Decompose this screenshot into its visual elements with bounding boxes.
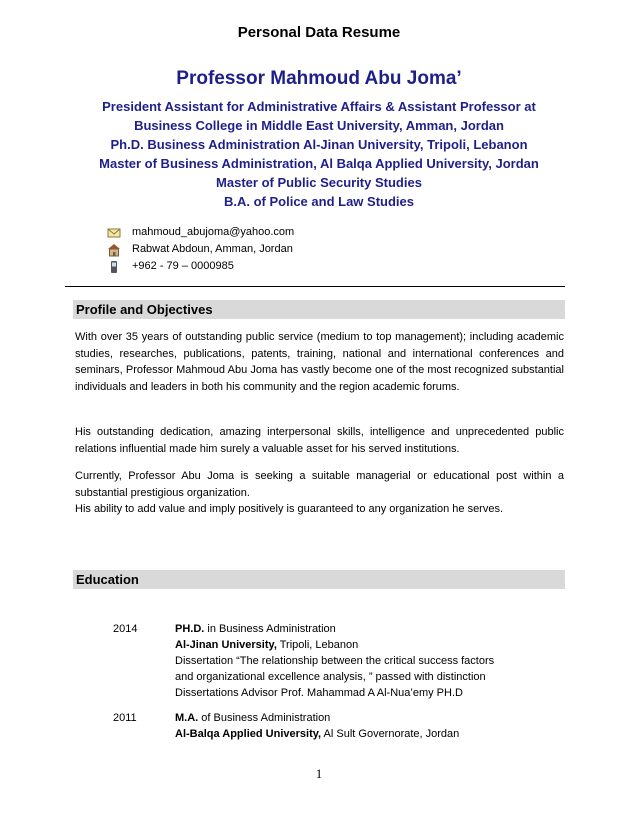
education-details — [175, 710, 535, 742]
qualification-line: Master of Public Security Studies — [216, 175, 422, 190]
home-icon — [106, 242, 122, 258]
qualifications-block — [40, 97, 598, 211]
section-heading-profile: Profile and Objectives — [73, 300, 565, 319]
qualification-line: Ph.D. Business Administration Al-Jinan University, Tripoli, Lebanon — [110, 137, 528, 152]
contact-block — [106, 224, 294, 275]
advisor-line: Dissertations Advisor Prof. Mahammad A Al-Nua’emy PH.D — [175, 687, 463, 699]
school-location: Al Sult Governorate, Jordan — [321, 728, 460, 740]
profile-paragraph — [75, 424, 564, 457]
profile-paragraph — [75, 468, 564, 518]
profile-text: His ability to add value and imply positively is guaranteed to any organization he serves. — [75, 503, 504, 515]
degree-name: PH.D. — [175, 623, 205, 635]
school-location: Tripoli, Lebanon — [276, 639, 359, 651]
dissertation-line: and organizational excellence analysis, ” passed with distinction — [175, 671, 486, 683]
contact-email[interactable]: mahmoud_abujoma@yahoo.com — [132, 226, 295, 238]
contact-phone: +962 - 79 – 0000985 — [132, 260, 234, 272]
degree-field: of Business Administration — [198, 712, 331, 724]
person-name: Professor Mahmoud Abu Joma’ — [176, 68, 462, 89]
document-title: Personal Data Resume — [237, 24, 401, 41]
education-year: 2014 — [113, 623, 138, 635]
contact-address: Rabwat Abdoun, Amman, Jordan — [132, 243, 293, 255]
education-details — [175, 621, 535, 701]
degree-field: in Business Administration — [204, 623, 336, 635]
profile-text: With over 35 years of outstanding public service (medium to top management); including academic studies, researches, publications, patents, training, national and international conferences and seminars, Professor Mahmoud Abu Joma has vastly become one of the most recognized substantial individuals and leaders in both his community and the region academic forums. — [75, 331, 564, 393]
qualification-line: Master of Business Administration, Al Balqa Applied University, Jordan — [99, 156, 539, 171]
school-name: Al-Balqa Applied University, — [175, 728, 322, 740]
qualification-line: Business College in Middle East University, Amman, Jordan — [134, 118, 504, 133]
contact-address-row — [106, 241, 294, 258]
qualification-line: President Assistant for Administrative Affairs & Assistant Professor at — [102, 99, 536, 114]
profile-text: Currently, Professor Abu Joma is seeking a suitable managerial or educational post within a substantial prestigious organization. — [75, 470, 564, 499]
profile-text: His outstanding dedication, amazing interpersonal skills, intelligence and unprecedented public relations influential made him surely a valuable asset for his served institutions. — [75, 426, 564, 455]
phone-icon — [106, 259, 122, 275]
degree-name: M.A. — [175, 712, 199, 724]
page-number: 1 — [315, 766, 323, 781]
section-heading-education: Education — [73, 570, 565, 589]
header-divider — [65, 286, 565, 287]
qualification-line: B.A. of Police and Law Studies — [224, 194, 414, 209]
profile-paragraph — [75, 329, 564, 395]
school-name: Al-Jinan University, — [175, 639, 277, 651]
dissertation-line: Dissertation “The relationship between the critical success factors — [175, 655, 495, 667]
education-year: 2011 — [113, 712, 137, 724]
contact-email-row — [106, 224, 294, 241]
contact-phone-row — [106, 258, 294, 275]
email-icon — [106, 225, 122, 241]
